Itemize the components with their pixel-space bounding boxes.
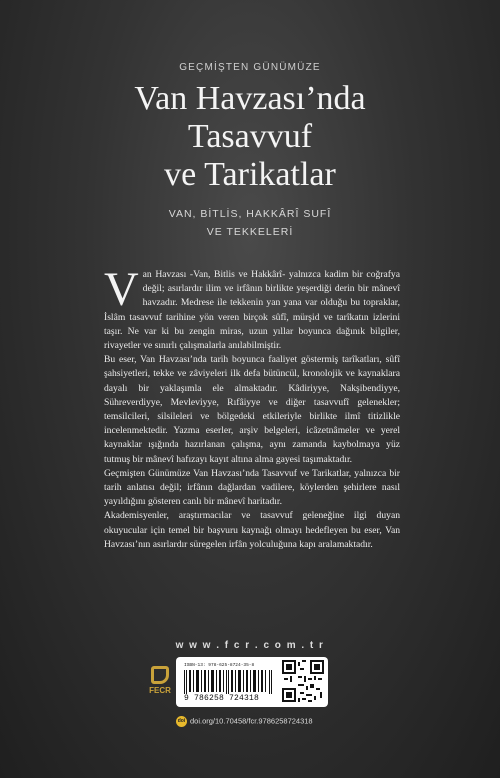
barcode-digits: 9 786258 724318 <box>184 694 260 703</box>
title-line-3: ve Tarikatlar <box>164 156 336 193</box>
series-label: GEÇMİŞTEN GÜNÜMÜZE <box>179 62 321 73</box>
blurb-paragraph-1 <box>104 263 400 353</box>
subtitle-line-1: VAN, BİTLİS, HAKKÂRÎ SUFÎ <box>168 208 332 220</box>
title-line-2: Tasavvuf <box>187 118 313 155</box>
doi-icon: doi <box>176 716 187 727</box>
publisher-logo <box>146 666 174 695</box>
blurb-paragraph-2: Bu eser, Van Havzası’nda tarih boyunca faaliyet göstermiş tarîkatları, sûfî şahsiyetleri, tekke ve zâviyeleri ilk defa bütüncül, kronolojik ve kaynaklara dayalı bir yaklaşımla ele almaktadır. Kâdiriyye, Nakşibendiyye, Sühreverdiyye, Mevleviyye, Rıfâiyye ve diğer tasavvufî gelenekler; temsilcileri, silsileleri ve bölgedeki etkileriyle birlikte ilmî titizlikle incelenmektedir. Yazma eserler, arşiv belgeleri, icâzetnâmeler ve yerel kaynaklar ışığında hazırlanan çalışma, aynı zamanda kaybolmaya yüz tutmuş bir mânevî hafızayı kayıt altına alma gayesi taşımaktadır. <box>104 354 400 465</box>
title-line-1: Van Havzası’nda <box>134 80 366 117</box>
barcode-icon <box>184 670 272 694</box>
qr-code-icon <box>282 660 324 702</box>
book-subtitle <box>0 205 500 241</box>
isbn-label: ISBN-13: 978-625-8724-35-8 <box>184 663 255 668</box>
blurb-paragraph-4: Akademisyenler, araştırmacılar ve tasavvuf geleneğine ilgi duyan okuyucular için temel bir başvuru kaynağı olmayı hedefleyen bu eser, Van Havzası’nın asırlardır süregelen irfân yolculuğuna kapı aralamaktadır. <box>104 510 400 550</box>
publisher-url: w w w . f c r . c o m . t r <box>175 640 325 651</box>
blurb <box>104 263 400 552</box>
drop-cap: V <box>104 263 139 316</box>
blurb-paragraph-3: Geçmişten Günümüze Van Havzası’nda Tasavvuf ve Tarikatlar, yalnızca bir tarih anlatısı değil; irfânın dağlardan vadilere, köylerden şehirlere nasıl yayıldığını gösteren canlı bir mânevî haritadır. <box>104 467 400 508</box>
publisher-name: FECR <box>149 686 171 695</box>
blurb-text-1: an Havzası -Van, Bitlis ve Hakkârî- yalnızca kadim bir coğrafya değil; asırlardır ilim ve irfânın birlikte yeşerdiği derin bir mânevî havzadır. Medrese ile tekkenin yan yana var olduğu bu topraklar, İslâm tasavvuf tarihine yön veren birçok sûfî, mürşid ve tarîkatın izlerini taşır. Ne var ki bu zengin miras, uzun yıllar boyunca dağınık bilgiler, rivayetler ve sınırlı çalışmalarla anılabilmiştir. <box>104 269 400 352</box>
doi-line <box>176 716 346 727</box>
book-title <box>0 80 500 194</box>
doi-link[interactable]: doi.org/10.70458/fcr.9786258724318 <box>190 716 313 726</box>
subtitle-line-2: VE TEKKELERİ <box>206 226 294 238</box>
fecr-logo-icon <box>151 666 169 684</box>
